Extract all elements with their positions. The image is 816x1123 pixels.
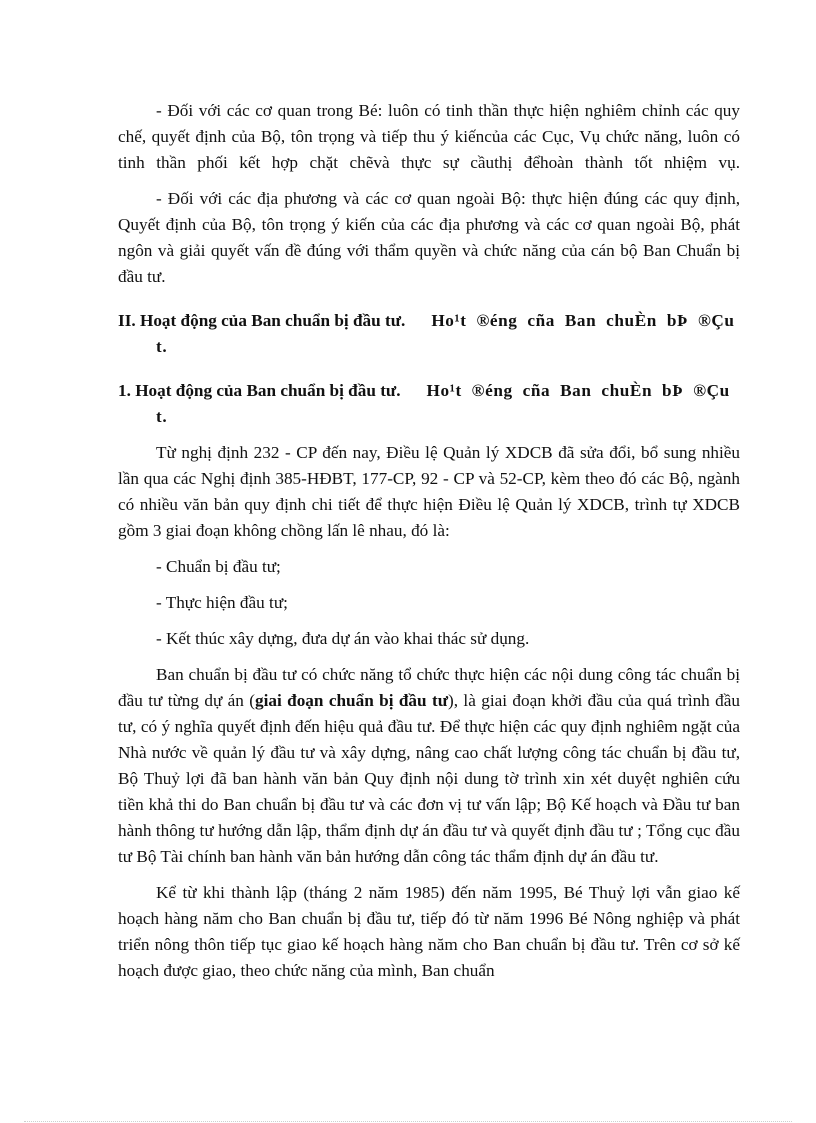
paragraph-decree-history: Từ nghị định 232 - CP đến nay, Điều lệ Quản lý XDCB đã sửa đổi, bổ sung nhiều lần qua các Nghị định 385-HĐBT, 177-CP, 92 - CP và 52-CP, kèm theo đó các Bộ, ngành có nhiều văn bản quy định chi tiết để thực hiện Điều lệ Quản lý XDCB, trình tự XDCB gồm 3 giai đoạn không chồng lấn lê nhau, đó là: xyxy=(118,443,740,540)
subsection-heading-1-garbled: Ho¹t ®éng cña Ban chuÈn bÞ ®Çu t. xyxy=(156,381,730,426)
paragraph-board-function-bold: giai đoạn chuẩn bị đầu tư xyxy=(255,691,449,710)
document-page xyxy=(118,98,740,994)
paragraph-internal-agencies: - Đối với các cơ quan trong Bé: luôn có tinh thần thực hiện nghiêm chỉnh các quy chế, quyết định của Bộ, tôn trọng và tiếp thu ý kiếncủa các Cục, Vụ chức năng, luôn có tinh thần phối kết hợp chặt chẽvà thực sự cầuthị đểhoàn thành tốt nhiệm vụ. xyxy=(118,101,740,172)
paragraph-board-function-part1: Ban chuẩn bị đầu tư có chức năng tổ chức thực hiện các nội dung công tác chuẩn bị đầu tư từng dự án ( xyxy=(118,665,740,710)
list-item-completion: - Kết thúc xây dựng, đưa dự án vào khai thác sử dụng. xyxy=(156,629,530,648)
subsection-heading-1 xyxy=(118,378,740,430)
page-bottom-border xyxy=(24,1121,792,1122)
subsection-heading-1-text: 1. Hoạt động của Ban chuẩn bị đầu tư. xyxy=(118,381,401,400)
section-heading-ii-text: II. Hoạt động của Ban chuẩn bị đầu tư. xyxy=(118,311,406,330)
paragraph-annual-plan: Kể từ khi thành lập (tháng 2 năm 1985) đến năm 1995, Bé Thuỷ lợi vẫn giao kế hoạch hàng năm cho Ban chuẩn bị đầu tư, tiếp đó từ năm 1996 Bé Nông nghiệp và phát triển nông thôn tiếp tục giao kế hoạch hàng năm cho Ban chuẩn bị đầu tư. Trên cơ sở kế hoạch được giao, theo chức năng của mình, Ban chuẩn xyxy=(118,883,740,980)
section-heading-ii xyxy=(118,308,740,360)
paragraph-board-function-part2: ), là giai đoạn khởi đầu của quá trình đầu tư, có ý nghĩa quyết định đến hiệu quả đầu tư. Để thực hiện các quy định nghiêm ngặt của Nhà nước về quản lý đầu tư và xây dựng, nâng cao chất lượng công tác chuẩn bị đầu tư, Bộ Thuỷ lợi đã ban hành văn bản Quy định nội dung tờ trình xin xét duyệt nghiên cứu tiền khả thi do Ban chuẩn bị đầu tư và các đơn vị tư vấn lập; Bộ Kế hoạch và Đầu tư ban hành thông tư hướng dẫn lập, thẩm định dự án đầu tư và quyết định đầu tư ; Tổng cục đầu tư Bộ Tài chính ban hành văn bản hướng dẫn công tác thẩm định dự án đầu tư. xyxy=(118,691,740,866)
list-item-implementation: - Thực hiện đầu tư; xyxy=(156,593,288,612)
list-item-preparation: - Chuẩn bị đầu tư; xyxy=(156,557,281,576)
paragraph-board-function xyxy=(118,662,740,870)
section-heading-ii-garbled: Ho¹t ®éng cña Ban chuÈn bÞ ®Çu t. xyxy=(156,311,735,356)
paragraph-external-agencies: - Đối với các địa phương và các cơ quan ngoài Bộ: thực hiện đúng các quy định, Quyết định của Bộ, tôn trọng ý kiến của các địa phương và các cơ quan ngoài Bộ, phát ngôn và giải quyết vấn đề đúng với thẩm quyền và chức năng của cán bộ Ban Chuẩn bị đầu tư. xyxy=(118,189,740,286)
